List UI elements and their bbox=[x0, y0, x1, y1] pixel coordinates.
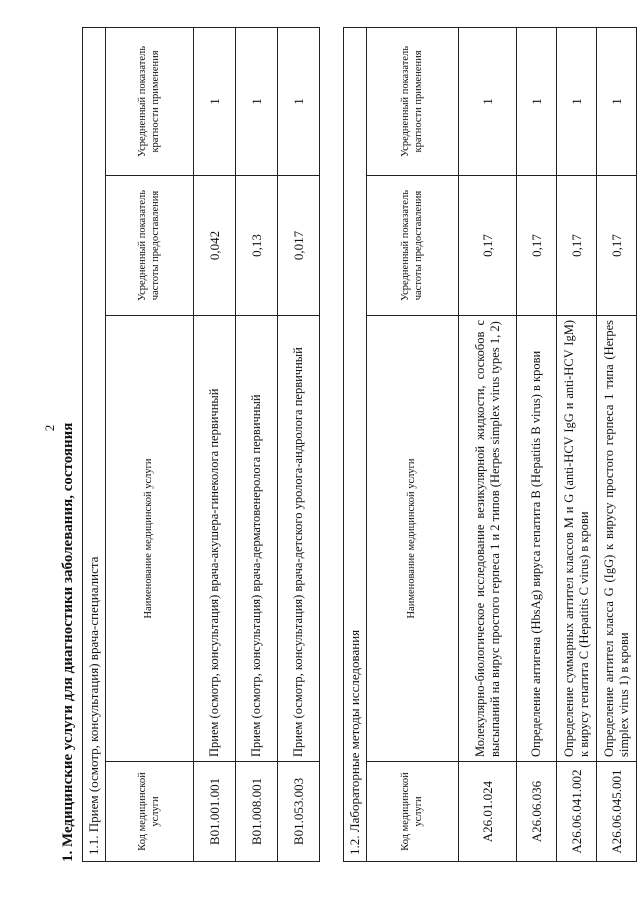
section-heading: 1. Медицинские услуги для диагностики заболевания, состояния bbox=[60, 422, 76, 862]
column-header-code: Код медицинской услуги bbox=[106, 762, 194, 862]
table-row bbox=[278, 27, 320, 861]
cell-frequency: 0,13 bbox=[236, 176, 278, 316]
table-consultations bbox=[82, 27, 320, 862]
column-header-frequency: Усредненный показатель частоты предоставления bbox=[106, 176, 194, 316]
cell-name: Прием (осмотр, консультация) врача-акушера-гинеколога первичный bbox=[194, 316, 236, 762]
table-row bbox=[517, 27, 557, 861]
cell-frequency: 0,17 bbox=[459, 176, 517, 316]
page-number: 2 bbox=[42, 424, 57, 432]
table-row bbox=[236, 27, 278, 861]
table-row bbox=[459, 27, 517, 861]
cell-name: Определение антител класса G (IgG) к вирусу простого герпеса 1 типа (Herpes simplex virus 1) в крови bbox=[597, 316, 637, 762]
cell-code: A26.06.036 bbox=[517, 762, 557, 862]
cell-frequency: 0,17 bbox=[557, 176, 597, 316]
cell-frequency: 0,17 bbox=[597, 176, 637, 316]
cell-frequency: 0,017 bbox=[278, 176, 320, 316]
cell-code: B01.053.003 bbox=[278, 762, 320, 862]
cell-name: Прием (осмотр, консультация) врача-детского уролога-андролога первичный bbox=[278, 316, 320, 762]
table-row bbox=[557, 27, 597, 861]
cell-code: B01.008.001 bbox=[236, 762, 278, 862]
cell-code: A26.01.024 bbox=[459, 762, 517, 862]
cell-multiplicity: 1 bbox=[459, 27, 517, 175]
cell-code: A26.06.041.002 bbox=[557, 762, 597, 862]
cell-frequency: 0,042 bbox=[194, 176, 236, 316]
cell-code: A26.06.045.001 bbox=[597, 762, 637, 862]
column-header-multiplicity: Усредненный показатель кратности применения bbox=[106, 27, 194, 175]
rotated-page-content bbox=[60, 22, 631, 862]
cell-name: Молекулярно-биологическое исследование везикулярной жидкости, соскобов с высыпаний на вирус простого герпеса 1 и 2 типов (Herpes simplex virus types 1, 2) bbox=[459, 316, 517, 762]
cell-name: Определение суммарных антител классов M и G (anti-HCV IgG и anti-HCV IgM) к вирусу гепатита C (Hepatitis C virus) в крови bbox=[557, 316, 597, 762]
cell-multiplicity: 1 bbox=[597, 27, 637, 175]
cell-multiplicity: 1 bbox=[278, 27, 320, 175]
column-header-name: Наименование медицинской услуги bbox=[367, 316, 459, 762]
cell-code: B01.001.001 bbox=[194, 762, 236, 862]
column-header-name: Наименование медицинской услуги bbox=[106, 316, 194, 762]
column-header-frequency: Усредненный показатель частоты предоставления bbox=[367, 176, 459, 316]
subsection-title: 1.2. Лабораторные методы исследования bbox=[344, 27, 367, 861]
column-header-code: Код медицинской услуги bbox=[367, 762, 459, 862]
column-header-multiplicity: Усредненный показатель кратности применения bbox=[367, 27, 459, 175]
cell-multiplicity: 1 bbox=[194, 27, 236, 175]
table-lab-methods bbox=[343, 27, 637, 862]
cell-name: Прием (осмотр, консультация) врача-дерматовенеролога первичный bbox=[236, 316, 278, 762]
table-row bbox=[597, 27, 637, 861]
cell-multiplicity: 1 bbox=[557, 27, 597, 175]
cell-multiplicity: 1 bbox=[517, 27, 557, 175]
cell-name: Определение антигена (HbsAg) вируса гепатита B (Hepatitis B virus) в крови bbox=[517, 316, 557, 762]
cell-frequency: 0,17 bbox=[517, 176, 557, 316]
cell-multiplicity: 1 bbox=[236, 27, 278, 175]
table-row bbox=[194, 27, 236, 861]
subsection-title: 1.1. Прием (осмотр, консультация) врача-специалиста bbox=[83, 27, 106, 861]
